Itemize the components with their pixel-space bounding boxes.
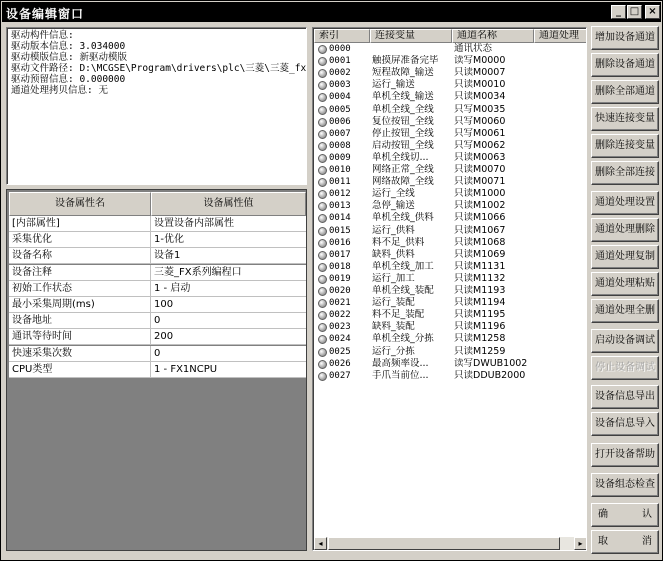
property-row[interactable] [9, 362, 306, 378]
channel-variable[interactable]: 运行_供料 [372, 224, 415, 236]
channel-variable[interactable]: 单机全线_全线 [372, 103, 434, 115]
minimize-button[interactable]: _ [611, 5, 626, 19]
channel-index: 0003 [329, 80, 351, 91]
channel-index: 0026 [329, 358, 351, 369]
property-row[interactable] [9, 248, 306, 264]
channel-name: 只读M0010 [454, 79, 506, 91]
channel-row[interactable] [314, 164, 587, 176]
driver-info-panel[interactable] [6, 27, 307, 185]
property-name: 设备注释 [9, 265, 151, 281]
channel-row[interactable] [314, 309, 587, 321]
property-name: 设备名称 [9, 248, 151, 264]
channel-variable[interactable]: 单机全线_加工 [372, 260, 434, 272]
scroll-left-button[interactable]: ◂ [314, 537, 327, 550]
channel-row[interactable] [314, 358, 587, 370]
channel-row[interactable] [314, 333, 587, 345]
channel-process-column-header[interactable]: 通道处理 [534, 29, 587, 43]
channel-name: 只写M0062 [454, 139, 506, 151]
export-info-button[interactable]: 设备信息导出 [591, 385, 659, 409]
channel-index: 0018 [329, 261, 351, 272]
channel-status-icon [318, 57, 327, 66]
scrollbar-thumb[interactable] [328, 537, 560, 550]
channel-variable[interactable]: 运行_全线 [372, 188, 415, 200]
cancel-label-left: 取 [598, 536, 608, 547]
channel-variable[interactable]: 运行_分拣 [372, 345, 415, 357]
stop-debug-button[interactable]: 停止设备调试 [591, 356, 659, 380]
property-name: CPU类型 [9, 362, 151, 378]
channel-name: 只读M1067 [454, 224, 506, 236]
channel-status-icon [318, 275, 327, 284]
channel-proc-paste-button[interactable]: 通道处理粘贴 [591, 272, 659, 296]
channel-row[interactable] [314, 55, 587, 67]
property-value-header[interactable]: 设备属性值 [151, 192, 306, 216]
property-value[interactable]: 1 - FX1NCPU [154, 363, 218, 375]
channel-name: 只读M1259 [454, 345, 506, 357]
channel-name: 只读M1000 [454, 188, 506, 200]
channel-row[interactable] [314, 79, 587, 91]
channel-status-icon [318, 287, 327, 296]
channel-status-icon [318, 360, 327, 369]
channel-index: 0007 [329, 128, 351, 139]
channel-name: 只写M0060 [454, 115, 506, 127]
channel-status-icon [318, 263, 327, 272]
channel-variable[interactable]: 单机全线_供料 [372, 212, 434, 224]
channel-index: 0024 [329, 334, 351, 345]
confirm-button[interactable] [591, 503, 659, 527]
channel-variable[interactable]: 运行_输送 [372, 79, 415, 91]
channel-variable[interactable]: 网络故障_全线 [372, 176, 434, 188]
channel-row[interactable] [314, 200, 587, 212]
channel-status-icon [318, 69, 327, 78]
channel-index: 0021 [329, 298, 351, 309]
channel-index: 0009 [329, 152, 351, 163]
channel-index: 0025 [329, 346, 351, 357]
channel-row[interactable] [314, 212, 587, 224]
channel-name: 通讯状态 [454, 43, 493, 54]
property-name: 初始工作状态 [9, 281, 151, 297]
channel-status-icon [318, 251, 327, 260]
property-value[interactable]: 三菱_FX系列编程口 [154, 266, 242, 278]
channel-row[interactable] [314, 176, 587, 188]
channel-status-icon [318, 202, 327, 211]
property-row[interactable] [9, 216, 306, 232]
channel-status-icon [318, 45, 327, 54]
property-name: 快速采集次数 [9, 346, 151, 362]
property-row[interactable] [9, 281, 306, 297]
channel-index: 0013 [329, 201, 351, 212]
channel-row[interactable] [314, 237, 587, 249]
channel-name: 只写M0035 [454, 103, 506, 115]
channel-index: 0000 [329, 44, 351, 54]
channel-status-icon [318, 130, 327, 139]
channel-status-icon [318, 93, 327, 102]
driver-info-line: 驱动模版信息: 新驱动模版 [11, 52, 127, 63]
channel-index: 0012 [329, 189, 351, 200]
channel-row[interactable] [314, 116, 587, 128]
add-channel-button[interactable]: 增加设备通道 [591, 26, 659, 50]
channel-status-icon [318, 227, 327, 236]
channel-status-icon [318, 118, 327, 127]
channel-index: 0023 [329, 322, 351, 333]
channel-variable[interactable]: 触摸屏准备完毕 [372, 55, 439, 67]
delete-all-channels-button[interactable]: 删除全部通道 [591, 80, 659, 104]
channel-name: 只读M1069 [454, 248, 506, 260]
channel-name: 只读M1066 [454, 212, 506, 224]
channel-row[interactable] [314, 273, 587, 285]
property-row[interactable] [9, 313, 306, 329]
channel-name: 只读M0071 [454, 176, 506, 188]
device-property-grid [6, 189, 307, 551]
channel-name: 读写DWUB1002 [454, 357, 528, 369]
channel-proc-set-button[interactable]: 通道处理设置 [591, 191, 659, 215]
cancel-label-right: 消 [642, 536, 652, 547]
channel-proc-copy-button[interactable]: 通道处理复制 [591, 245, 659, 269]
channel-index: 0016 [329, 237, 351, 248]
channel-status-icon [318, 178, 327, 187]
open-help-button[interactable]: 打开设备帮助 [591, 443, 659, 467]
channel-variable[interactable]: 启动按钮_全线 [372, 139, 434, 151]
channel-variable[interactable]: 运行_装配 [372, 297, 415, 309]
channel-status-icon [318, 106, 327, 115]
scroll-right-button[interactable]: ▸ [574, 537, 587, 550]
import-info-button[interactable]: 设备信息导入 [591, 412, 659, 436]
channel-index: 0014 [329, 213, 351, 224]
property-value[interactable]: 0 [154, 347, 161, 359]
property-name-header[interactable]: 设备属性名 [9, 192, 151, 216]
channel-name: 只写M0061 [454, 127, 506, 139]
property-value[interactable]: 200 [154, 331, 174, 343]
delete-channel-button[interactable]: 删除设备通道 [591, 53, 659, 77]
property-row[interactable] [9, 297, 306, 313]
channel-variable[interactable]: 单机全线切... [372, 151, 429, 163]
title-bar[interactable] [2, 2, 661, 22]
channel-name: 只读M1068 [454, 236, 506, 248]
property-value[interactable]: 设置设备内部属性 [154, 218, 234, 229]
channel-variable[interactable]: 缺料_装配 [372, 321, 415, 333]
channel-name: 只读M1002 [454, 200, 506, 212]
channel-variable[interactable]: 缺料_供料 [372, 248, 415, 260]
channel-row[interactable] [314, 346, 587, 358]
horizontal-scrollbar[interactable] [314, 537, 587, 550]
channel-index: 0005 [329, 104, 351, 115]
channel-variable[interactable]: 单机全线_分拣 [372, 333, 434, 345]
window-title: 设备编辑窗口 [6, 7, 85, 21]
channel-row[interactable] [314, 67, 587, 79]
channel-name: 只读M1131 [454, 260, 506, 272]
channel-name-column-header[interactable]: 通道名称 [452, 29, 534, 43]
channel-name: 只读M1194 [454, 297, 506, 309]
property-grid-header [9, 192, 306, 216]
channel-name: 读写M0000 [454, 55, 506, 67]
channel-name: 只读M1195 [454, 309, 506, 321]
channel-index: 0011 [329, 177, 351, 188]
channel-index: 0001 [329, 56, 351, 67]
channel-name: 只读M1132 [454, 272, 506, 284]
maximize-button[interactable]: □ [627, 5, 642, 19]
channel-index: 0006 [329, 116, 351, 127]
channel-name: 只读M1258 [454, 333, 506, 345]
driver-info-line: 通道处理拷贝信息: 无 [11, 85, 108, 96]
channel-variable[interactable]: 手爪当前位... [372, 369, 429, 381]
channel-status-icon [318, 166, 327, 175]
channel-name: 只读M0007 [454, 67, 506, 79]
confirm-label-right: 认 [642, 509, 652, 520]
channel-status-icon [318, 214, 327, 223]
channel-row[interactable] [314, 370, 587, 382]
close-button[interactable]: × [645, 5, 660, 19]
channel-index: 0008 [329, 140, 351, 151]
channel-name: 只读M0063 [454, 151, 506, 163]
delete-all-connect-button[interactable]: 删除全部连接 [591, 161, 659, 185]
channel-index: 0027 [329, 370, 351, 381]
property-row[interactable] [9, 329, 306, 345]
channel-status-icon [318, 335, 327, 344]
channel-status-icon [318, 323, 327, 332]
channel-row[interactable] [314, 91, 587, 103]
channel-name: 只读M0034 [454, 91, 506, 103]
channel-row[interactable] [314, 128, 587, 140]
channel-status-icon [318, 299, 327, 308]
channel-row[interactable] [314, 140, 587, 152]
channel-status-icon [318, 239, 327, 248]
channel-status-icon [318, 154, 327, 163]
driver-info-line: 驱动预留信息: 0.000000 [11, 74, 126, 85]
channel-index: 0015 [329, 225, 351, 236]
property-name: 设备地址 [9, 313, 151, 329]
delete-connect-button[interactable]: 删除连接变量 [591, 134, 659, 158]
property-row[interactable] [9, 232, 306, 248]
channel-row[interactable] [314, 104, 587, 116]
driver-info-line: 驱动文件路径: D:\MCGSE\Program\drivers\plc\三菱\三菱_fx [11, 63, 307, 74]
channel-proc-delete-all-button[interactable]: 通道处理全删 [591, 299, 659, 323]
property-row[interactable] [9, 265, 306, 281]
channel-row[interactable] [314, 249, 587, 261]
property-row[interactable] [9, 346, 306, 362]
channel-variable[interactable]: 停止按钮_全线 [372, 127, 434, 139]
channel-index: 0002 [329, 68, 351, 79]
channel-row[interactable] [314, 188, 587, 200]
channel-variable[interactable]: 复位按钮_全线 [372, 115, 434, 127]
channel-proc-delete-button[interactable]: 通道处理删除 [591, 218, 659, 242]
channel-status-icon [318, 142, 327, 151]
channel-variable[interactable]: 料不足_供料 [372, 236, 425, 248]
channel-row[interactable] [314, 152, 587, 164]
channel-status-icon [318, 81, 327, 90]
confirm-label-left: 确 [598, 509, 608, 520]
property-value[interactable]: 100 [154, 299, 174, 310]
channel-row[interactable] [314, 297, 587, 309]
channel-index: 0017 [329, 249, 351, 260]
channel-variable[interactable]: 急停_输送 [372, 200, 415, 212]
channel-name: 只读M1193 [454, 285, 506, 296]
driver-info-line: 驱动构件信息: [11, 30, 74, 41]
property-name: 采集优化 [9, 232, 151, 248]
channel-status-icon [318, 190, 327, 199]
channel-row[interactable] [314, 43, 587, 55]
property-value[interactable]: 0 [154, 315, 161, 327]
channel-row[interactable] [314, 225, 587, 237]
channel-status-icon [318, 311, 327, 320]
property-name: 最小采集周期(ms) [9, 297, 151, 313]
channel-index: 0020 [329, 286, 351, 296]
channel-variable[interactable] [372, 43, 452, 55]
channel-variable[interactable]: 最高频率设... [372, 357, 429, 369]
channel-name: 只读M0070 [454, 164, 506, 175]
index-column-header[interactable]: 索引 [314, 29, 370, 43]
config-check-button[interactable]: 设备组态检查 [591, 473, 659, 497]
cancel-button[interactable] [591, 530, 659, 554]
channel-index: 0022 [329, 310, 351, 321]
channel-variable[interactable]: 单机全线_装配 [372, 285, 434, 296]
channel-name: 只读M1196 [454, 321, 506, 333]
start-debug-button[interactable]: 启动设备调试 [591, 329, 659, 353]
property-name: 通讯等待时间 [9, 329, 151, 345]
property-value[interactable]: 1 - 启动 [154, 282, 191, 294]
property-value[interactable]: 1-优化 [154, 234, 184, 246]
channel-variable[interactable]: 短程故障_输送 [372, 67, 434, 79]
channel-name: 只读DDUB2000 [454, 369, 526, 381]
channel-index: 0019 [329, 273, 351, 284]
driver-info-line: 驱动版本信息: 3.034000 [11, 41, 126, 52]
channel-row[interactable] [314, 285, 587, 297]
property-name: [内部属性] [9, 216, 151, 232]
channel-status-icon [318, 372, 327, 381]
variable-column-header[interactable]: 连接变量 [370, 29, 452, 43]
channel-index: 0010 [329, 165, 351, 175]
channel-row[interactable] [314, 321, 587, 333]
channel-variable[interactable]: 运行_加工 [372, 272, 415, 284]
channel-status-icon [318, 348, 327, 357]
channel-variable[interactable]: 网络正常_全线 [372, 164, 434, 175]
channel-list [312, 27, 587, 551]
channel-variable[interactable]: 料不足_装配 [372, 309, 425, 321]
channel-row[interactable] [314, 261, 587, 273]
channel-index: 0004 [329, 92, 351, 103]
property-value[interactable]: 设备1 [154, 250, 181, 262]
quick-connect-button[interactable]: 快速连接变量 [591, 107, 659, 131]
channel-list-header [314, 29, 587, 43]
channel-variable[interactable]: 单机全线_输送 [372, 91, 434, 103]
